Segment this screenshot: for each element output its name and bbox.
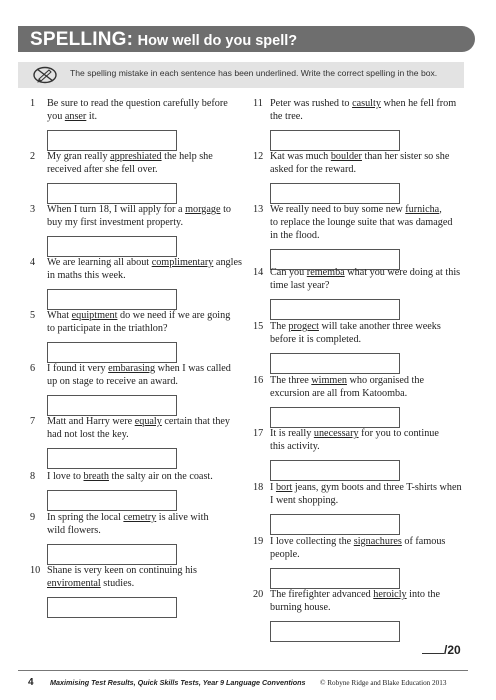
misspelled-word: appreshiated xyxy=(110,151,162,162)
question-number: 16 xyxy=(253,375,264,386)
misspelled-word: equaly xyxy=(134,416,162,427)
text-segment: do we need if we are going xyxy=(117,310,231,321)
misspelled-word: casulty xyxy=(352,98,381,109)
text-segment: the help she xyxy=(161,151,213,162)
answer-box[interactable] xyxy=(47,236,177,257)
question-text xyxy=(47,415,242,441)
text-segment: this activity. xyxy=(270,441,320,452)
text-segment: I love to xyxy=(47,471,84,482)
question-text xyxy=(47,150,242,176)
text-segment: to participate in the triathlon? xyxy=(47,323,168,334)
text-segment: studies. xyxy=(100,578,135,589)
answer-box[interactable] xyxy=(47,289,177,310)
text-segment: in maths this week. xyxy=(47,270,126,281)
text-segment: up on stage to receive an award. xyxy=(47,376,178,387)
text-segment: , xyxy=(439,204,442,215)
question-text xyxy=(270,588,465,614)
misspelled-word: breath xyxy=(83,471,109,482)
instruction-bar xyxy=(18,62,464,88)
text-segment: The firefighter advanced xyxy=(270,589,374,600)
text-segment: Kat was much xyxy=(270,151,331,162)
question-text xyxy=(270,266,465,292)
question-text xyxy=(270,374,465,400)
question-number: 12 xyxy=(253,151,264,162)
text-segment: you xyxy=(47,111,65,122)
misspelled-word: furnicha xyxy=(405,204,440,215)
text-segment: received after she fell over. xyxy=(47,164,158,175)
misspelled-word: progect xyxy=(288,321,319,332)
page-number: 4 xyxy=(28,677,34,688)
question-number: 2 xyxy=(30,151,36,162)
instruction-text: The spelling mistake in each sentence has been underlined. Write the correct spelling in the box. xyxy=(70,68,438,78)
answer-box[interactable] xyxy=(270,130,400,151)
text-segment: certain that they xyxy=(161,416,231,427)
text-segment: jeans, gym boots and three T-shirts when xyxy=(292,482,462,493)
question-number: 7 xyxy=(30,416,36,427)
question-number: 4 xyxy=(30,257,36,268)
misspelled-word: equiptment xyxy=(71,310,118,321)
question-text xyxy=(47,511,242,537)
text-segment: wild flowers. xyxy=(47,525,101,536)
question-number: 18 xyxy=(253,482,264,493)
misspelled-word: bort xyxy=(275,482,293,493)
question-text xyxy=(47,564,242,590)
question-number: 8 xyxy=(30,471,36,482)
answer-box[interactable] xyxy=(47,597,177,618)
text-segment: for you to continue xyxy=(358,428,439,439)
text-segment: into the xyxy=(406,589,441,600)
footer-divider xyxy=(18,670,468,671)
misspelled-word: unecessary xyxy=(313,428,359,439)
question-text xyxy=(270,203,465,242)
text-segment: when I was called xyxy=(155,363,231,374)
question-text xyxy=(270,535,465,561)
text-segment: excursion are all from Katoomba. xyxy=(270,388,408,399)
answer-box[interactable] xyxy=(270,460,400,481)
question-text xyxy=(47,309,242,335)
score-blank[interactable] xyxy=(422,653,444,654)
text-segment: What xyxy=(47,310,72,321)
footer-title: Maximising Test Results, Quick Skills Tests, Year 9 Language Conventions xyxy=(50,678,306,687)
footer-copyright: © Robyne Ridge and Blake Education 2013 xyxy=(320,679,447,687)
text-segment: It is really xyxy=(270,428,314,439)
text-segment: burning house. xyxy=(270,602,331,613)
misspelled-word: heroicly xyxy=(373,589,407,600)
score-total xyxy=(422,643,461,657)
answer-box[interactable] xyxy=(270,621,400,642)
text-segment: in the flood. xyxy=(270,230,320,241)
answer-box[interactable] xyxy=(47,183,177,204)
question-text xyxy=(270,150,465,176)
question-number: 14 xyxy=(253,267,264,278)
text-segment: I went shopping. xyxy=(270,495,339,506)
text-segment: than her sister so she xyxy=(361,151,450,162)
title-sub: How well do you spell? xyxy=(137,33,298,49)
text-segment: Be sure to read the question carefully before xyxy=(47,98,228,109)
question-number: 20 xyxy=(253,589,264,600)
text-segment: In spring the local xyxy=(47,512,124,523)
text-segment: Can you xyxy=(270,267,307,278)
text-segment: the salty air on the coast. xyxy=(108,471,213,482)
misspelled-word: embarasing xyxy=(108,363,156,374)
text-segment: I found it very xyxy=(47,363,109,374)
question-number: 10 xyxy=(30,565,41,576)
question-number: 13 xyxy=(253,204,264,215)
text-segment: The three xyxy=(270,375,312,386)
answer-box[interactable] xyxy=(270,568,400,589)
misspelled-word: complimentary xyxy=(151,257,214,268)
text-segment: people. xyxy=(270,549,300,560)
misspelled-word: rememba xyxy=(306,267,345,278)
text-segment: to replace the lounge suite that was damaged xyxy=(270,217,453,228)
text-segment: will take another three weeks xyxy=(318,321,441,332)
question-number: 15 xyxy=(253,321,264,332)
question-text xyxy=(270,97,465,123)
answer-box[interactable] xyxy=(47,395,177,416)
question-text xyxy=(47,470,242,483)
text-segment: Matt and Harry were xyxy=(47,416,135,427)
question-text xyxy=(47,203,242,229)
misspelled-word: enviromental xyxy=(47,578,101,589)
text-segment: time last year? xyxy=(270,280,330,291)
text-segment: I xyxy=(270,482,276,493)
question-number: 17 xyxy=(253,428,264,439)
question-number: 9 xyxy=(30,512,36,523)
section-header xyxy=(18,26,475,52)
text-segment: when he fell from xyxy=(380,98,457,109)
answer-box[interactable] xyxy=(270,299,400,320)
question-number: 19 xyxy=(253,536,264,547)
answer-box[interactable] xyxy=(47,130,177,151)
question-number: 3 xyxy=(30,204,36,215)
answer-box[interactable] xyxy=(270,353,400,374)
answer-box[interactable] xyxy=(47,544,177,565)
text-segment: angles xyxy=(213,257,242,268)
misspelled-word: morgage xyxy=(185,204,221,215)
misspelled-word: wimmen xyxy=(311,375,347,386)
answer-box[interactable] xyxy=(47,490,177,511)
text-segment: I love collecting the xyxy=(270,536,354,547)
text-segment: who organised the xyxy=(346,375,425,386)
text-segment: The xyxy=(270,321,289,332)
title-main: SPELLING: xyxy=(30,29,134,50)
misspelled-word: signachures xyxy=(353,536,402,547)
text-segment: it. xyxy=(86,111,98,122)
text-segment: My gran really xyxy=(47,151,111,162)
page-title xyxy=(30,29,297,51)
misspelled-word: cemetry xyxy=(123,512,157,523)
misspelled-word: anser xyxy=(64,111,87,122)
text-segment: to xyxy=(220,204,232,215)
question-text xyxy=(47,256,242,282)
text-segment: When I turn 18, I will apply for a xyxy=(47,204,186,215)
text-segment: Peter was rushed to xyxy=(270,98,353,109)
answer-box[interactable] xyxy=(47,448,177,469)
text-segment: of famous xyxy=(401,536,446,547)
text-segment: We really need to buy some new xyxy=(270,204,406,215)
no-writing-icon xyxy=(32,66,58,84)
text-segment: is alive with xyxy=(156,512,209,523)
text-segment: buy my first investment property. xyxy=(47,217,183,228)
question-number: 6 xyxy=(30,363,36,374)
answer-box[interactable] xyxy=(47,342,177,363)
question-text xyxy=(47,97,242,123)
text-segment: the tree. xyxy=(270,111,303,122)
question-number: 11 xyxy=(253,98,263,109)
text-segment: before it is completed. xyxy=(270,334,362,345)
text-segment: asked for the reward. xyxy=(270,164,356,175)
misspelled-word: boulder xyxy=(330,151,362,162)
text-segment: Shane is very keen on continuing his xyxy=(47,565,197,576)
question-text xyxy=(270,427,465,453)
score-label: /20 xyxy=(444,643,461,657)
question-text xyxy=(47,362,242,388)
question-number: 5 xyxy=(30,310,36,321)
text-segment: We are learning all about xyxy=(47,257,152,268)
answer-box[interactable] xyxy=(270,407,400,428)
answer-box[interactable] xyxy=(270,183,400,204)
answer-box[interactable] xyxy=(270,514,400,535)
text-segment: what you were doing at this xyxy=(344,267,461,278)
question-text xyxy=(270,320,465,346)
question-number: 1 xyxy=(30,98,36,109)
question-text xyxy=(270,481,465,507)
text-segment: had not lost the key. xyxy=(47,429,129,440)
